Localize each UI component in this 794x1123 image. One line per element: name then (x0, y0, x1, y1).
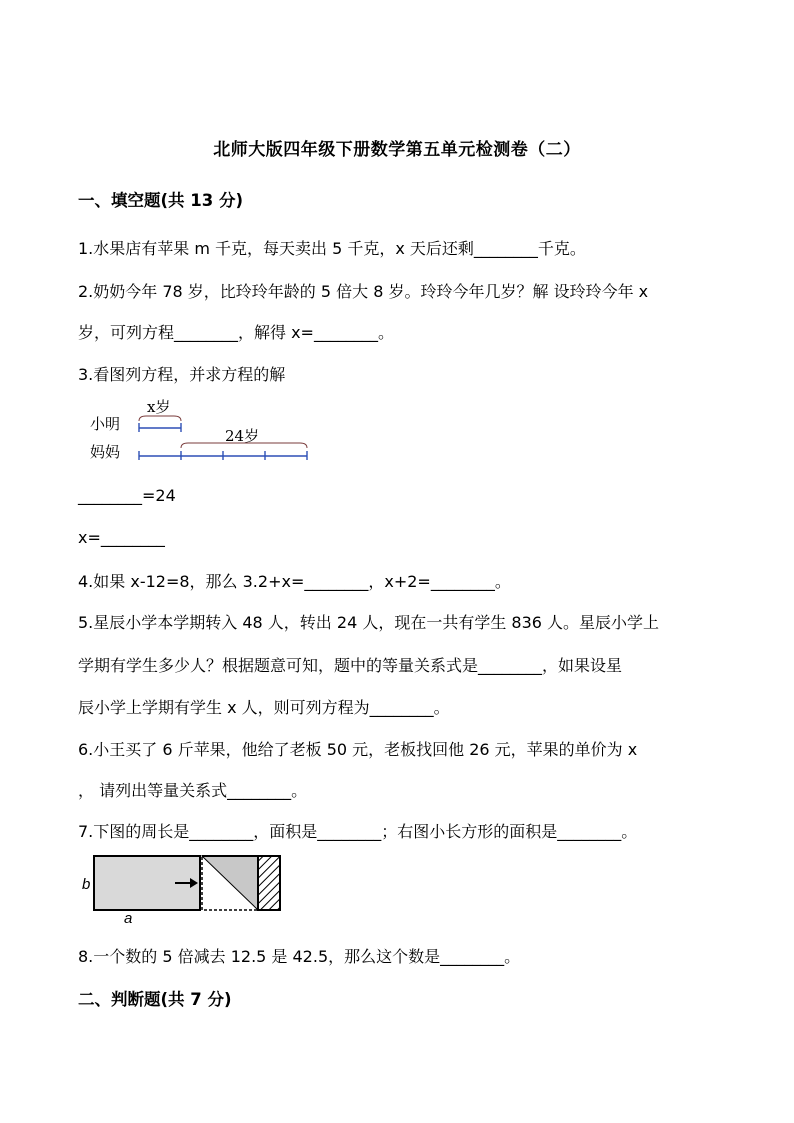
label-xiaoming: 小明 (90, 415, 121, 433)
rectangles (80, 852, 290, 932)
label-mama: 妈妈 (90, 443, 121, 461)
label-24-years: 24岁 (225, 427, 260, 445)
label-x-years: x岁 (147, 398, 171, 416)
label-a: a (124, 910, 133, 927)
section-heading-fill-in: 一、填空题(共 13 分) (78, 191, 244, 210)
label-b: b (82, 876, 91, 893)
question-4: 4.如果 x-12=8，那么 3.2+x=________，x+2=________。 (78, 572, 511, 591)
segment-lines (90, 394, 330, 466)
question-3: 3.看图列方程，并求方程的解 (78, 365, 286, 384)
question-5-line-3: 辰小学上学期有学生 x 人，则可列方程为________。 (78, 698, 450, 717)
question-3-equation: ________=24 (78, 486, 176, 505)
rectangle-transform-diagram (80, 852, 290, 932)
question-6-line-1: 6.小王买了 6 斤苹果，他给了老板 50 元，老板找回他 26 元，苹果的单价为 x (78, 740, 638, 759)
question-3-solution: x=________ (78, 528, 165, 547)
question-5-line-1: 5.星辰小学本学期转入 48 人，转出 24 人，现在一共有学生 836 人。星辰小学上 (78, 613, 660, 632)
question-8: 8.一个数的 5 倍减去 12.5 是 42.5，那么这个数是________。 (78, 947, 521, 966)
question-1: 1.水果店有苹果 m 千克，每天卖出 5 千克，x 天后还剩________千克。 (78, 239, 586, 258)
question-2-line-2: 岁，可列方程________，解得 x=________。 (78, 323, 394, 342)
question-2-line-1: 2.奶奶今年 78 岁，比玲玲年龄的 5 倍大 8 岁。玲玲今年几岁？解 设玲玲今年 x (78, 282, 649, 301)
page-title: 北师大版四年级下册数学第五单元检测卷（二） (213, 140, 581, 160)
age-segment-diagram (90, 394, 330, 466)
question-5-line-2: 学期有学生多少人？根据题意可知，题中的等量关系式是________，如果设星 (78, 656, 623, 675)
section-heading-true-false: 二、判断题(共 7 分) (78, 990, 232, 1009)
question-6-line-2: ， 请列出等量关系式________。 (78, 781, 308, 800)
question-7: 7.下图的周长是________，面积是________；右图小长方形的面积是________。 (78, 822, 638, 841)
